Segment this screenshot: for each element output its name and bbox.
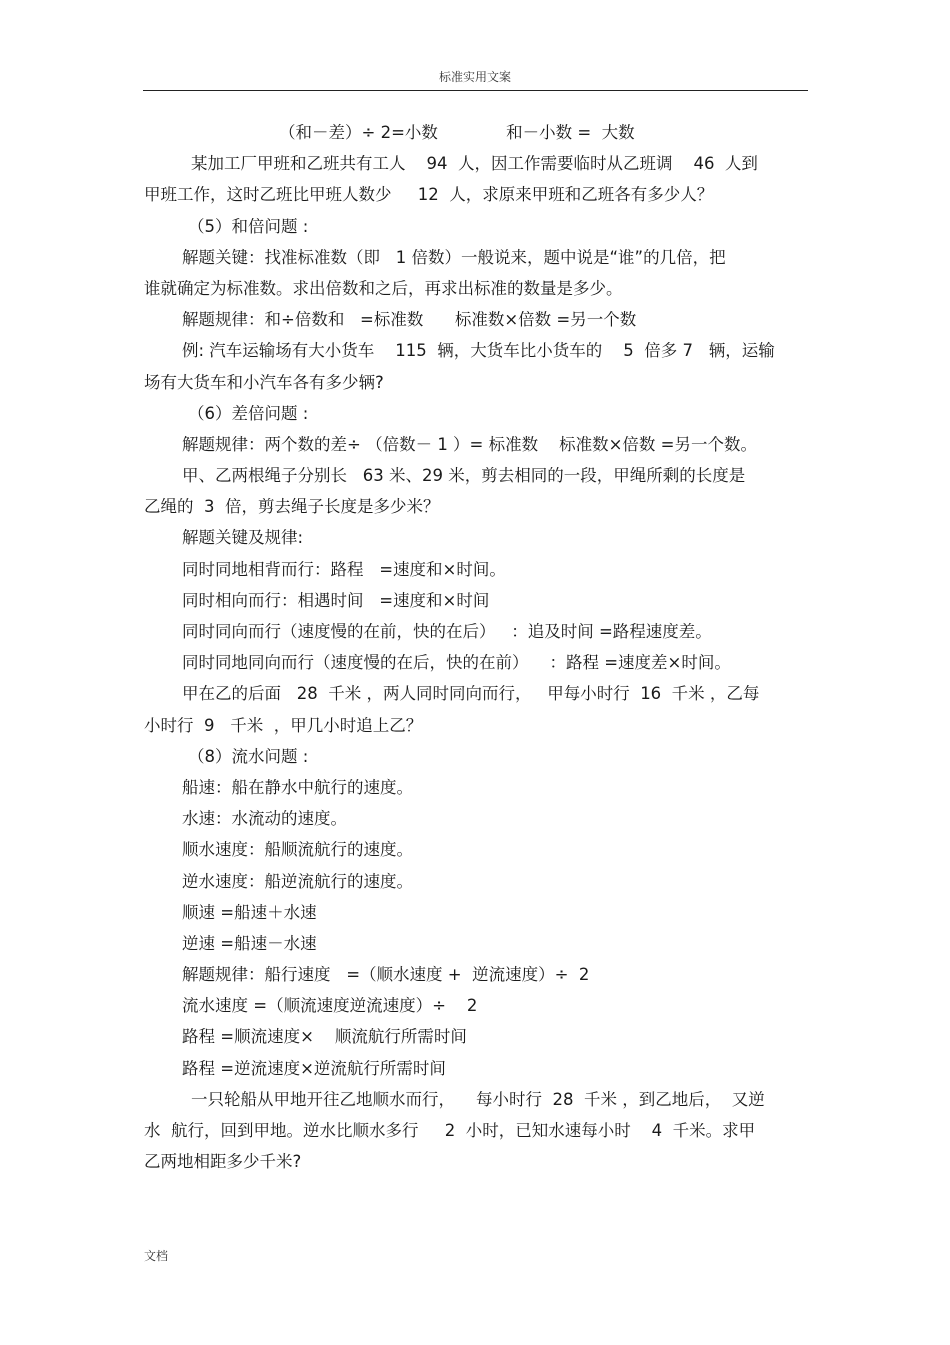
text-line: （8）流水问题 : — [188, 746, 309, 766]
text-line: 逆水速度：船逆流航行的速度。 — [182, 871, 413, 891]
text-line: 解题关键：找准标准数（即 1 倍数）一般说来，题中说是“谁”的几倍，把 — [182, 247, 726, 267]
text-line: 谁就确定为标准数。求出倍数和之后，再求出标准的数量是多少。 — [144, 278, 623, 298]
text-line: 场有大货车和小汽车各有多少辆? — [144, 372, 384, 392]
text-line: 甲班工作，这时乙班比甲班人数少 12 人，求原来甲班和乙班各有多少人？ — [144, 185, 714, 205]
text-line: 解题规律：和÷倍数和 =标准数 标准数×倍数 =另一个数 — [182, 310, 637, 330]
text-line: 甲在乙的后面 28 千米 ，两人同时同向而行， 甲每小时行 16 千米 ，乙每 — [182, 684, 760, 704]
text-line: 顺速 =船速＋水速 — [182, 902, 317, 922]
page-header: 标准实用文案 — [438, 70, 511, 84]
text-line: 解题关键及规律: — [182, 528, 304, 548]
text-line: （5）和倍问题 : — [188, 216, 309, 236]
text-line: 同时同地相背而行：路程 =速度和×时间。 — [182, 559, 506, 579]
text-line: 顺水速度：船顺流航行的速度。 — [182, 840, 413, 860]
text-line: 乙绳的 3 倍，剪去绳子长度是多少米？ — [144, 497, 440, 517]
text-line: （和－差）÷ 2=小数 和－小数 = 大数 — [279, 123, 635, 142]
page-footer: 文档 — [144, 1249, 169, 1263]
text-line: 路程 =逆流速度×逆流航行所需时间 — [182, 1058, 446, 1078]
text-line: 解题规律：两个数的差÷ （倍数－ 1 ）= 标准数 标准数×倍数 =另一个数。 — [182, 434, 758, 454]
text-line: 甲、乙两根绳子分别长 63 米、29 米，剪去相同的一段，甲绳所剩的长度是 — [182, 466, 746, 486]
text-line: 解题规律：船行速度 =（顺水速度 + 逆流速度）÷ 2 — [182, 965, 590, 985]
text-line: 水 航行，回到甲地。逆水比顺水多行 2 小时，已知水速每小时 4 千米。求甲 — [144, 1121, 756, 1140]
text-line: 一只轮船从甲地开往乙地顺水而行， 每小时行 28 千米 ，到乙地后， 又逆 — [191, 1089, 765, 1109]
text-line: 小时行 9 千米 ，甲几小时追上乙？ — [144, 715, 423, 735]
text-line: 水速：水流动的速度。 — [182, 809, 347, 829]
text-line: （6）差倍问题 : — [188, 403, 309, 423]
text-line: 船速：船在静水中航行的速度。 — [182, 777, 413, 797]
text-line: 同时同地同向而行（速度慢的在后，快的在前） ：路程 =速度差×时间。 — [182, 653, 731, 673]
text-line: 例: 汽车运输场有大小货车 115 辆，大货车比小货车的 5 倍多 7 辆，运输 — [182, 341, 775, 361]
text-line: 路程 =顺流速度× 顺流航行所需时间 — [182, 1027, 467, 1047]
text-line: 流水速度 =（顺流速度逆流速度）÷ 2 — [182, 996, 478, 1016]
text-line: 同时相向而行：相遇时间 =速度和×时间 — [182, 590, 490, 610]
text-line: 乙两地相距多少千米? — [144, 1152, 302, 1172]
header-divider — [143, 90, 808, 91]
document-body — [144, 117, 808, 1177]
text-line: 某加工厂甲班和乙班共有工人 94 人，因工作需要临时从乙班调 46 人到 — [191, 154, 758, 174]
text-line: 同时同向而行（速度慢的在前，快的在后） ：追及时间 =路程速度差。 — [182, 622, 712, 641]
text-line: 逆速 =船速－水速 — [182, 933, 317, 953]
